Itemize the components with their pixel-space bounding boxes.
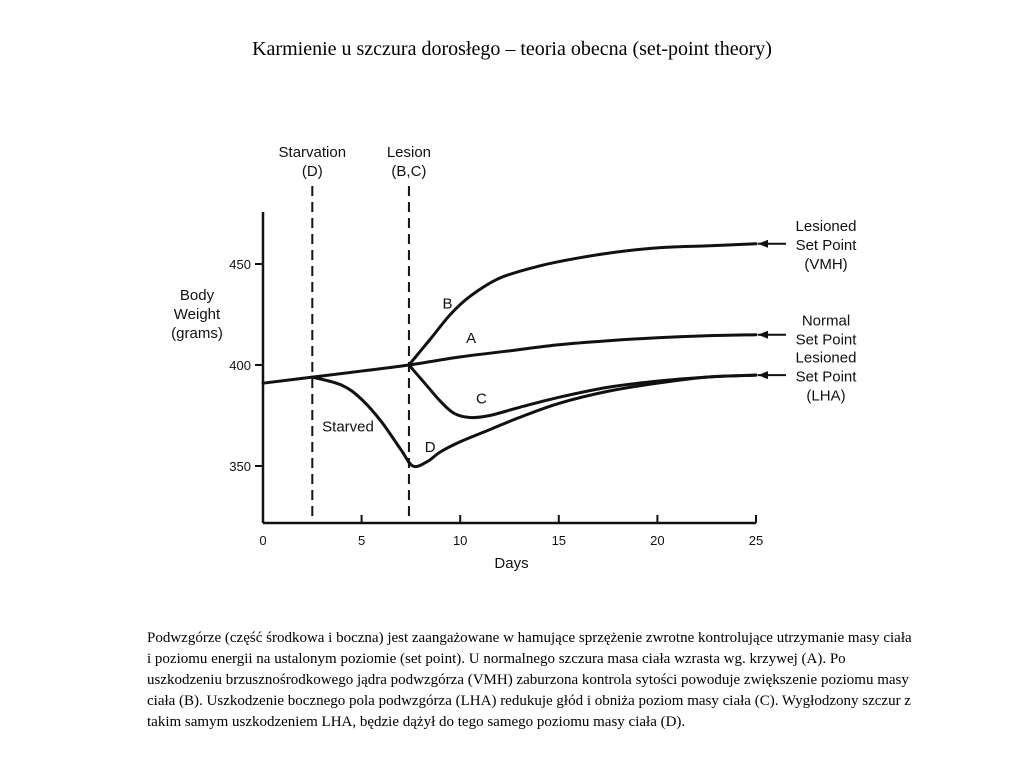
curve-label: B [442,295,453,313]
x-tick-label: 25 [748,533,764,548]
set-point-label: Set Point [795,237,857,254]
set-point-label: Lesioned [795,218,857,235]
x-tick-label: 10 [452,533,468,548]
curve-label: Starved [322,418,374,436]
y-tick-label: 450 [229,257,251,272]
event-line-label: (D) [301,163,323,180]
series-line-d [312,375,756,466]
arrow-head [758,371,768,379]
set-point-label: Set Point [795,368,857,386]
x-tick-label: 20 [650,533,665,548]
series-line-a [263,335,756,383]
series-line-b [409,244,756,365]
x-axis-label: Days [494,555,529,572]
set-point-label: (LHA) [806,387,846,405]
y-axis-label: Weight [173,306,221,323]
y-tick-label: 400 [229,358,251,373]
caption: Podwzgórze (część środkowa i boczna) jest zaangażowane w hamujące sprzężenie zwrotne kontrolujące utrzymanie masy ciała i poziomu energii na ustalonym poziomie (set point). U normalnego szczura masa ciała wzrasta wg. krzywej (A). Po uszkodzeniu brzusznośrodkowego jądra podwzgórza (VMH) zaburzona kontrola sytości powoduje zwiększenie poziomu masy ciała (B). Uszkodzenie bocznego pola podwzgórza (LHA) redukuje głód i obniża poziom masy ciała (C). Wygłodzony szczur z takim samym uszkodzeniem LHA, będzie dążył do tego samego poziomu masy ciała (D). [147,630,912,730]
y-axis-label: (grams) [171,325,223,342]
series-line-c [409,365,756,418]
event-line-label: Lesion [386,144,432,161]
y-tick-label: 350 [229,459,251,474]
arrow-head [758,240,768,248]
arrow-head [758,331,768,339]
event-line-label: (B,C) [391,163,427,180]
event-line-label: Starvation [278,144,347,161]
set-point-label: Set Point [795,331,857,349]
x-tick-label: 15 [551,533,567,548]
y-axis-label: Body [179,287,215,304]
curve-label: A [466,329,477,347]
x-tick-label: 0 [259,533,267,548]
slide-title: Karmienie u szczura dorosłego – teoria obecna (set-point theory) [252,38,772,60]
set-point-label: Normal [801,312,851,330]
curve-label: C [475,390,487,408]
x-tick-label: 5 [357,533,366,548]
curve-label: D [424,438,436,456]
set-point-label: Lesioned [795,349,857,367]
set-point-label: (VMH) [804,256,848,273]
